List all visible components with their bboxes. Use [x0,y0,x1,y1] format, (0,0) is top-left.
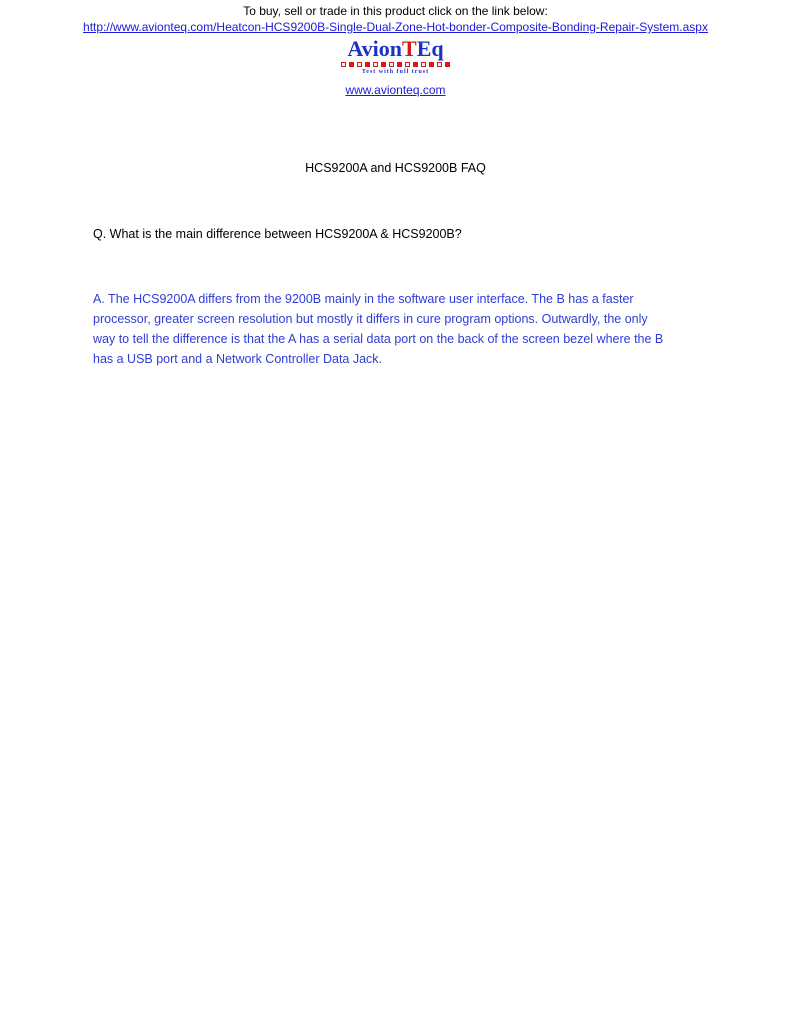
logo-text-avion: Avion [347,36,402,61]
logo-square [413,62,418,67]
logo-text-eq: Eq [416,36,444,61]
logo-square [349,62,354,67]
logo-square [341,62,346,67]
logo-square [421,62,426,67]
logo-square [357,62,362,67]
answer-line: processor, greater screen resolution but mostly it differs in cure program options. Outwardly, the only [93,312,648,326]
faq-answer [93,289,708,369]
logo-square [381,62,386,67]
site-link[interactable]: www.avionteq.com [345,83,446,97]
logo-square [405,62,410,67]
logo-square [437,62,442,67]
answer-line: way to tell the difference is that the A has a serial data port on the back of the screen bezel where the B [93,332,664,346]
banner-text: To buy, sell or trade in this product click on the link below: [243,4,548,18]
logo-square [373,62,378,67]
logo-square [429,62,434,67]
logo-square [397,62,402,67]
logo-square [365,62,370,67]
logo-text-t: T [402,36,417,61]
logo-square [445,62,450,67]
logo-square [389,62,394,67]
faq-title: HCS9200A and HCS9200B FAQ [305,161,486,175]
logo-tagline: Test with full trust [361,69,430,75]
avionteq-logo[interactable] [0,36,791,62]
answer-line: has a USB port and a Network Controller Data Jack. [93,352,383,366]
faq-question: Q. What is the main difference between HCS9200A & HCS9200B? [93,227,462,241]
product-link[interactable]: http://www.avionteq.com/Heatcon-HCS9200B-Single-Dual-Zone-Hot-bonder-Composite-Bonding-Repair-System.aspx [83,20,708,34]
answer-line: A. The HCS9200A differs from the 9200B mainly in the software user interface. The B has a faster [93,292,634,306]
